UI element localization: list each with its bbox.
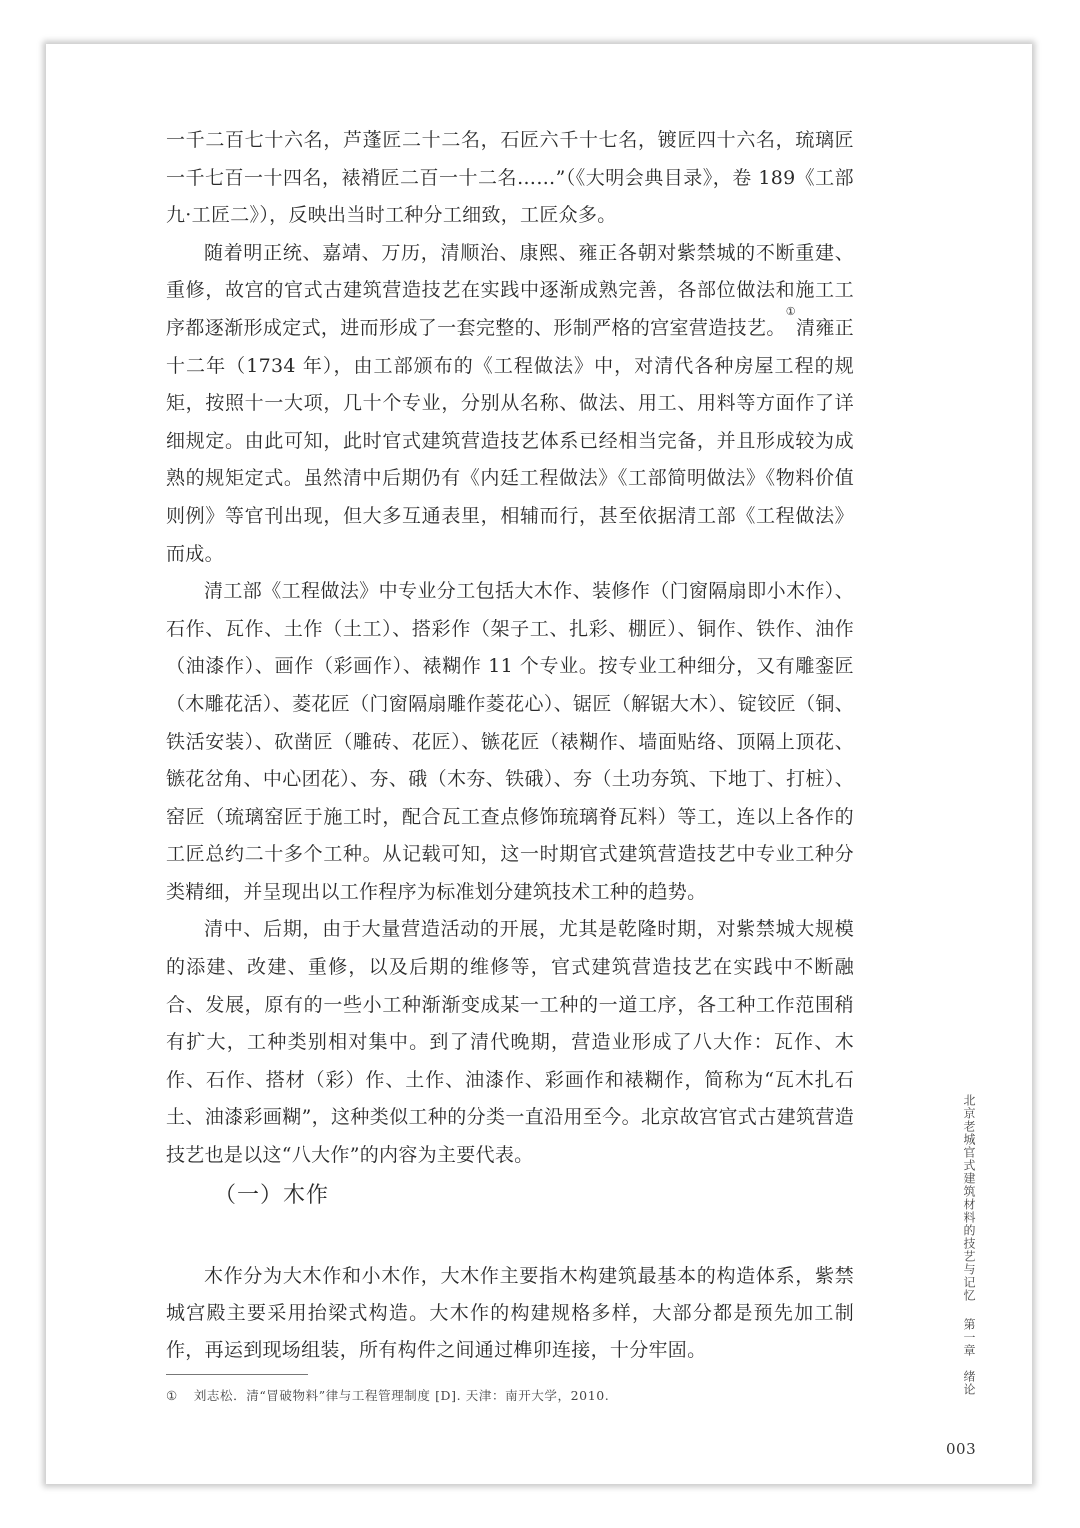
footnote-mark: ① — [166, 1388, 178, 1403]
footnote-text: 刘志松．清“冒破物料”律与工程管理制度 [D]. 天津：南开大学，2010. — [193, 1388, 610, 1403]
running-head-book-title: 北京老城官式建筑材料的技艺与记忆 — [962, 1094, 976, 1302]
footnote — [166, 1386, 854, 1404]
paragraph-3: 清工部《工程做法》中专业分工包括大木作、装修作（门窗隔扇即小木作）、石作、瓦作、土作（土工）、搭彩作（架子工、扎彩、棚匠）、铜作、铁作、油作（油漆作）、画作（彩画作）、裱糊作 11 个专业。按专业工种细分，又有雕銮匠（木雕花活）、菱花匠（门窗隔扇雕作菱花心）、锯匠（解锯大木）、锭铰匠（铜、铁活安装）、砍凿匠（雕砖、花匠）、镞花匠（裱糊作、墙面贴络、顶隔上顶花、镞花岔角、中心团花）、夯、硪（木夯、铁硪）、夯（土功夯筑、下地丁、打桩）、窑匠（琉璃窑匠于施工时，配合瓦工查点修饰琉璃脊瓦料）等工，连以上各作的工匠总约二十多个工种。从记载可知，这一时期官式建筑营造技艺中专业工种分类精细，并呈现出以工作程序为标准划分建筑技术工种的趋势。 — [166, 580, 854, 903]
page-number: 003 — [946, 1440, 977, 1458]
running-head-chapter: 第一章 绪论 — [962, 1318, 976, 1396]
footnote-divider — [166, 1374, 308, 1375]
footnote-reference: ① — [785, 304, 796, 318]
book-page — [46, 44, 1032, 1484]
paragraph-1: 一千二百七十六名，芦蓬匠二十二名，石匠六千十七名，镀匠四十六名，琉璃匠一千七百一十四名，裱褙匠二百一十二名……”（《大明会典目录》，卷 189《工部九·工匠二》），反映出当时工种分工细致，工匠众多。 — [166, 129, 854, 227]
section-heading: （一）木作 — [214, 1183, 330, 1208]
section-paragraph: 木作分为大木作和小木作，大木作主要指木构建筑最基本的构造体系，紫禁城宫殿主要采用抬梁式构造。大木作的构建规格多样，大部分都是预先加工制作，再运到现场组装，所有构件之间通过榫卯连接，十分牢固。 — [166, 1265, 854, 1361]
paragraph-2 — [166, 235, 854, 573]
paragraph-2-part-2: 清雍正十二年（1734 年），由工部颁布的《工程做法》中，对清代各种房屋工程的规矩，按照十一大项，几十个专业，分别从名称、做法、用工、用料等方面作了详细规定。由此可知，此时官式建筑营造技艺体系已经相当完备，并且形成较为成熟的规矩定式。虽然清中后期仍有《内廷工程做法》《工部简明做法》《物料价值则例》等官刊出现，但大多互通表里，相辅而行，甚至依据清工部《工程做法》而成。 — [166, 316, 854, 565]
running-head — [956, 1094, 978, 1396]
paragraph-2-part-1: 随着明正统、嘉靖、万历，清顺治、康熙、雍正各朝对紫禁城的不断重建、重修，故宫的官式古建筑营造技艺在实践中逐渐成熟完善，各部位做法和施工工序都逐渐形成定式，进而形成了一套完整的、形制严格的宫室营造技艺。 — [166, 241, 854, 339]
paragraph-4: 清中、后期，由于大量营造活动的开展，尤其是乾隆时期，对紫禁城大规模的添建、改建、重修，以及后期的维修等，官式建筑营造技艺在实践中不断融合、发展，原有的一些小工种渐渐变成某一工种的一道工序，各工种工作范围稍有扩大，工种类别相对集中。到了清代晚期，营造业形成了八大作：瓦作、木作、石作、搭材（彩）作、土作、油漆作、彩画作和裱糊作，简称为“瓦木扎石土、油漆彩画糊”，这种类似工种的分类一直沿用至今。北京故宫官式古建筑营造技艺也是以这“八大作”的内容为主要代表。 — [166, 918, 854, 1167]
body-text — [166, 122, 854, 1175]
